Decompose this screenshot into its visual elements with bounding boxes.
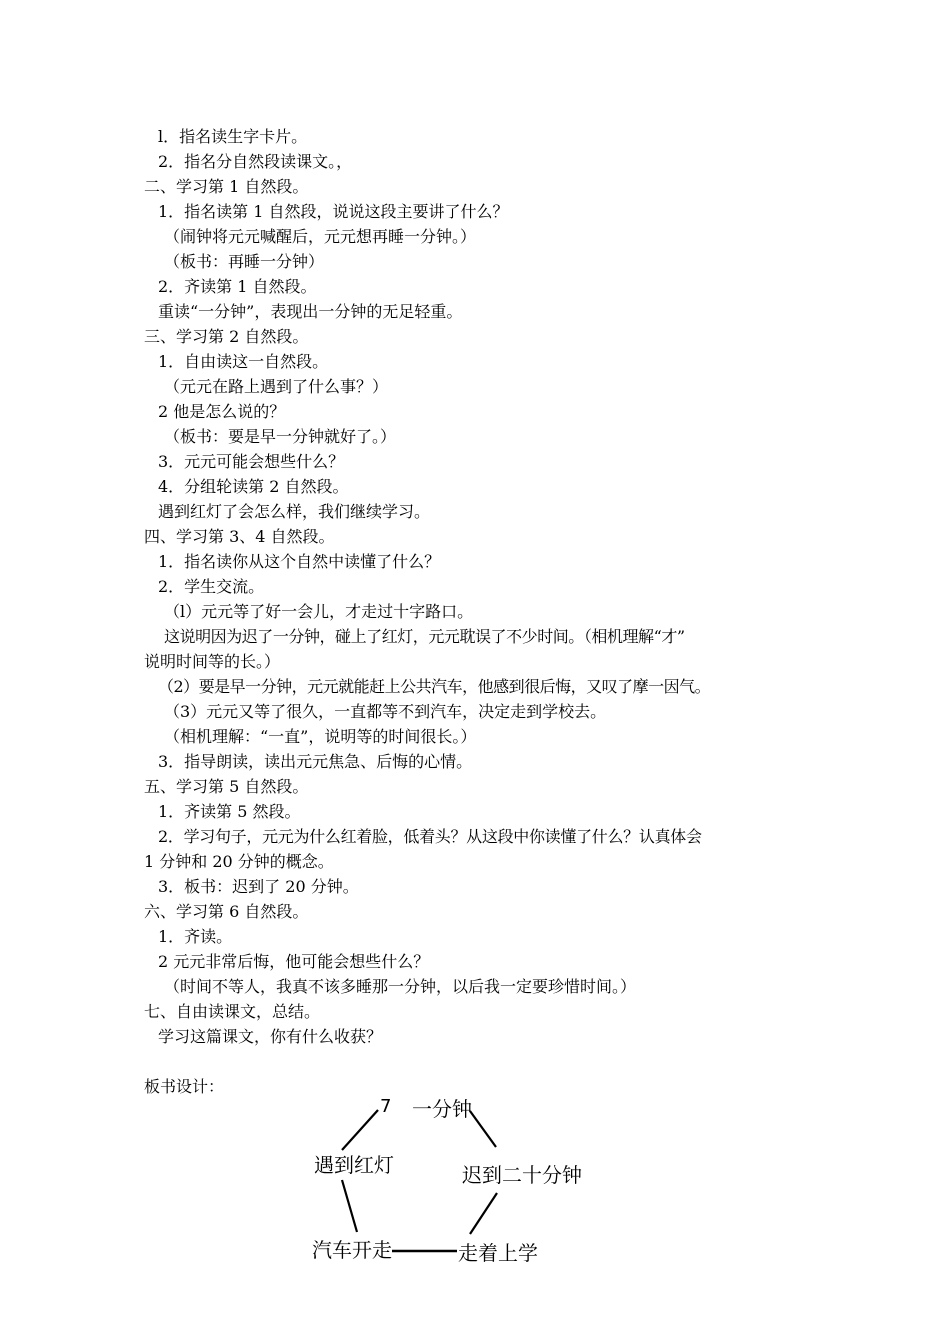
text-line: 遇到红灯了会怎么样，我们继续学习。 [158, 502, 431, 521]
text-line: 1．齐读。 [158, 927, 233, 946]
connector-left-bottom [342, 1180, 357, 1232]
text-line: 2．齐读第 1 自然段。 [158, 277, 317, 296]
section-heading: 六、学习第 6 自然段。 [144, 902, 309, 921]
text-line: （l）元元等了好一会儿，才走过十字路口。 [164, 602, 474, 621]
text-line: 1．自由读这一自然段。 [158, 352, 329, 371]
section-heading: 二、学习第 1 自然段。 [144, 177, 309, 196]
text-line: 重读“一分钟”，表现出一分钟的无足轻重。 [158, 302, 463, 321]
text-line: l．指名读生字卡片。 [158, 127, 308, 146]
text-line: （3）元元又等了很久，一直都等不到汽车，决定走到学校去。 [164, 702, 607, 721]
text-line: （闹钟将元元喊醒后，元元想再睡一分钟。） [164, 227, 477, 246]
text-line: 1．指名读第 1 自然段，说说这段主要讲了什么？ [158, 202, 509, 221]
text-line: （时间不等人，我真不该多睡那一分钟，以后我一定要珍惜时间。） [164, 977, 637, 996]
text-line: 学习这篇课文，你有什么收获？ [158, 1027, 383, 1046]
text-line: 3．元元可能会想些什么？ [158, 452, 345, 471]
text-line: （板书：要是早一分钟就好了。） [164, 427, 397, 446]
diagram-title-number: 7 [380, 1096, 392, 1117]
board-diagram [300, 1085, 600, 1275]
text-line: （元元在路上遇到了什么事？） [164, 377, 389, 396]
diagram-node-bottom-right: 走着上学 [458, 1241, 538, 1265]
diagram-node-left: 遇到红灯 [314, 1153, 394, 1177]
text-line: 这说明因为迟了一分钟，碰上了红灯，元元耽误了不少时间。（相机理解“才” [164, 627, 685, 646]
diagram-node-right: 迟到二十分钟 [462, 1163, 582, 1187]
connector-right-bottom [470, 1193, 497, 1234]
text-line: 2．学习句子，元元为什么红着脸，低着头？从这段中你读懂了什么？认真体会 [158, 827, 702, 846]
text-line: 1．指名读你从这个自然中读懂了什么？ [158, 552, 441, 571]
section-heading: 五、学习第 5 自然段。 [144, 777, 309, 796]
text-line: 3．板书：迟到了 20 分钟。 [158, 877, 359, 896]
section-heading: 七、自由读课文，总结。 [144, 1002, 321, 1021]
text-line: 说明时间等的长。） [144, 652, 281, 671]
text-line: 2 元元非常后悔，他可能会想些什么？ [158, 952, 430, 971]
section-heading: 三、学习第 2 自然段。 [144, 327, 309, 346]
text-line: 4．分组轮读第 2 自然段。 [158, 477, 349, 496]
connector-top-right [470, 1111, 496, 1147]
text-line: （2）要是早一分钟，元元就能赶上公共汽车，他感到很后悔，又叹了摩一因气。 [158, 677, 711, 696]
diagram-node-bottom-left: 汽车开走 [312, 1238, 392, 1262]
text-line: （板书：再睡一分钟） [164, 252, 325, 271]
text-line: 2．指名分自然段读课文。， [158, 152, 353, 171]
text-line: 2．学生交流。 [158, 577, 265, 596]
text-line: 1．齐读第 5 然段。 [158, 802, 301, 821]
text-line: 2 他是怎么说的？ [158, 402, 286, 421]
section-heading: 四、学习第 3、4 自然段。 [144, 527, 335, 546]
text-line: （相机理解：“一直”，说明等的时间很长。） [164, 727, 477, 746]
board-design-label: 板书设计： [144, 1077, 225, 1096]
text-line: 1 分钟和 20 分钟的概念。 [144, 852, 334, 871]
diagram-title: 一分钟 [412, 1097, 472, 1121]
text-line: 3．指导朗读，读出元元焦急、后悔的心情。 [158, 752, 473, 771]
connector-top-left [342, 1110, 378, 1150]
